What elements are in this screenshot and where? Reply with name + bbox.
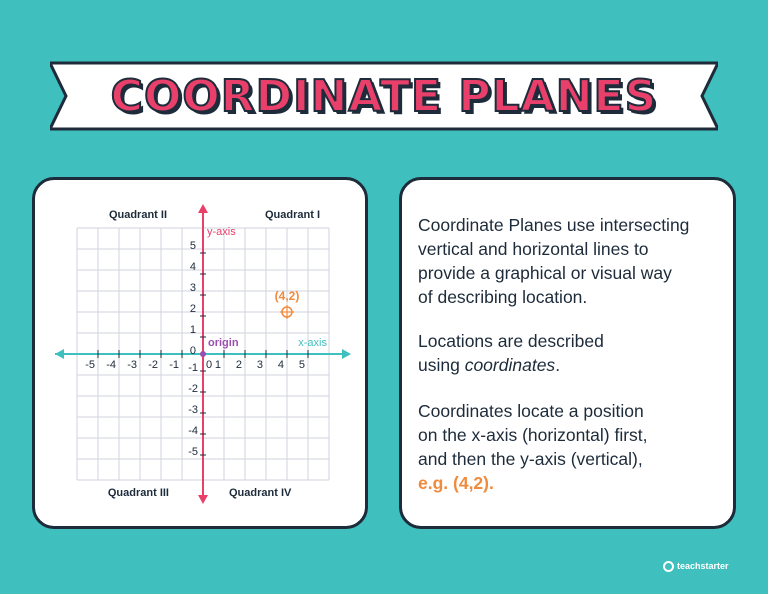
coordinates-prefix: using [418, 355, 465, 375]
order-line: on the x-axis (horizontal) first, [418, 425, 648, 445]
y-tick-label: -5 [188, 446, 198, 458]
definition-line: vertical and horizontal lines to [418, 239, 649, 259]
x-tick-label: 2 [235, 359, 242, 371]
coordinates-line [418, 353, 728, 377]
y-tick-label: 0 [189, 345, 196, 357]
x-tick-label: 5 [298, 359, 305, 371]
x-tick-label: -2 [148, 359, 158, 371]
x-tick-label: 4 [277, 359, 284, 371]
origin-point [200, 351, 206, 357]
brand-logo [663, 558, 729, 574]
y-axis-label: y-axis [207, 226, 236, 238]
definition-line: of describing location. [418, 287, 588, 307]
quadrant-label: Quadrant III [107, 487, 169, 499]
example-text: e.g. (4,2). [418, 473, 494, 493]
definition-line: provide a graphical or visual way [418, 263, 672, 283]
coordinates-emphasis: coordinates [464, 355, 556, 375]
page-title: COORDINATE PLANES [110, 70, 658, 122]
x-axis-label: x-axis [298, 337, 327, 349]
definition-line: Coordinate Planes use intersecting [418, 215, 690, 235]
y-tick-label: -4 [188, 425, 198, 437]
y-tick-label: 2 [189, 303, 196, 315]
x-tick-label: -5 [85, 359, 95, 371]
y-axis-top-arrow-icon [198, 204, 208, 213]
coordinates-line: Locations are described [418, 331, 604, 351]
y-tick-label: -1 [188, 362, 198, 374]
x-axis-right-arrow-icon [342, 349, 351, 359]
y-tick-label: 1 [189, 324, 196, 336]
teachstarter-logo-icon [663, 561, 674, 572]
y-tick-label: 4 [189, 261, 196, 273]
order-line: and then the y-axis (vertical), [418, 449, 643, 469]
coordinates-suffix: . [555, 355, 561, 375]
x-tick-label: 0 [206, 359, 213, 371]
paragraph-order [418, 399, 728, 495]
paragraph-coordinates [418, 329, 728, 377]
y-axis-bottom-arrow-icon [198, 495, 208, 504]
x-tick-label: 3 [256, 359, 263, 371]
y-tick-label: -3 [188, 404, 198, 416]
explanation-card [399, 177, 736, 529]
y-tick-label: 5 [189, 240, 196, 252]
order-line: Coordinates locate a position [418, 401, 644, 421]
x-tick-label: -3 [127, 359, 137, 371]
x-tick-label: -1 [169, 359, 179, 371]
x-tick-label: 1 [214, 359, 221, 371]
coordinate-plane [35, 180, 365, 526]
x-tick-label: -4 [106, 359, 116, 371]
coordinate-plane-card [32, 177, 368, 529]
paragraph-definition [418, 213, 728, 309]
origin-label: origin [208, 337, 239, 349]
title-banner [50, 61, 718, 131]
quadrant-label: Quadrant I [265, 209, 321, 221]
quadrant-label: Quadrant II [108, 209, 167, 221]
brand-name: teachstarter [677, 561, 729, 571]
y-tick-label: 3 [189, 282, 196, 294]
point-label: (4,2) [274, 289, 300, 303]
quadrant-label: Quadrant IV [229, 487, 292, 499]
x-axis-left-arrow-icon [55, 349, 64, 359]
y-tick-label: -2 [188, 383, 198, 395]
